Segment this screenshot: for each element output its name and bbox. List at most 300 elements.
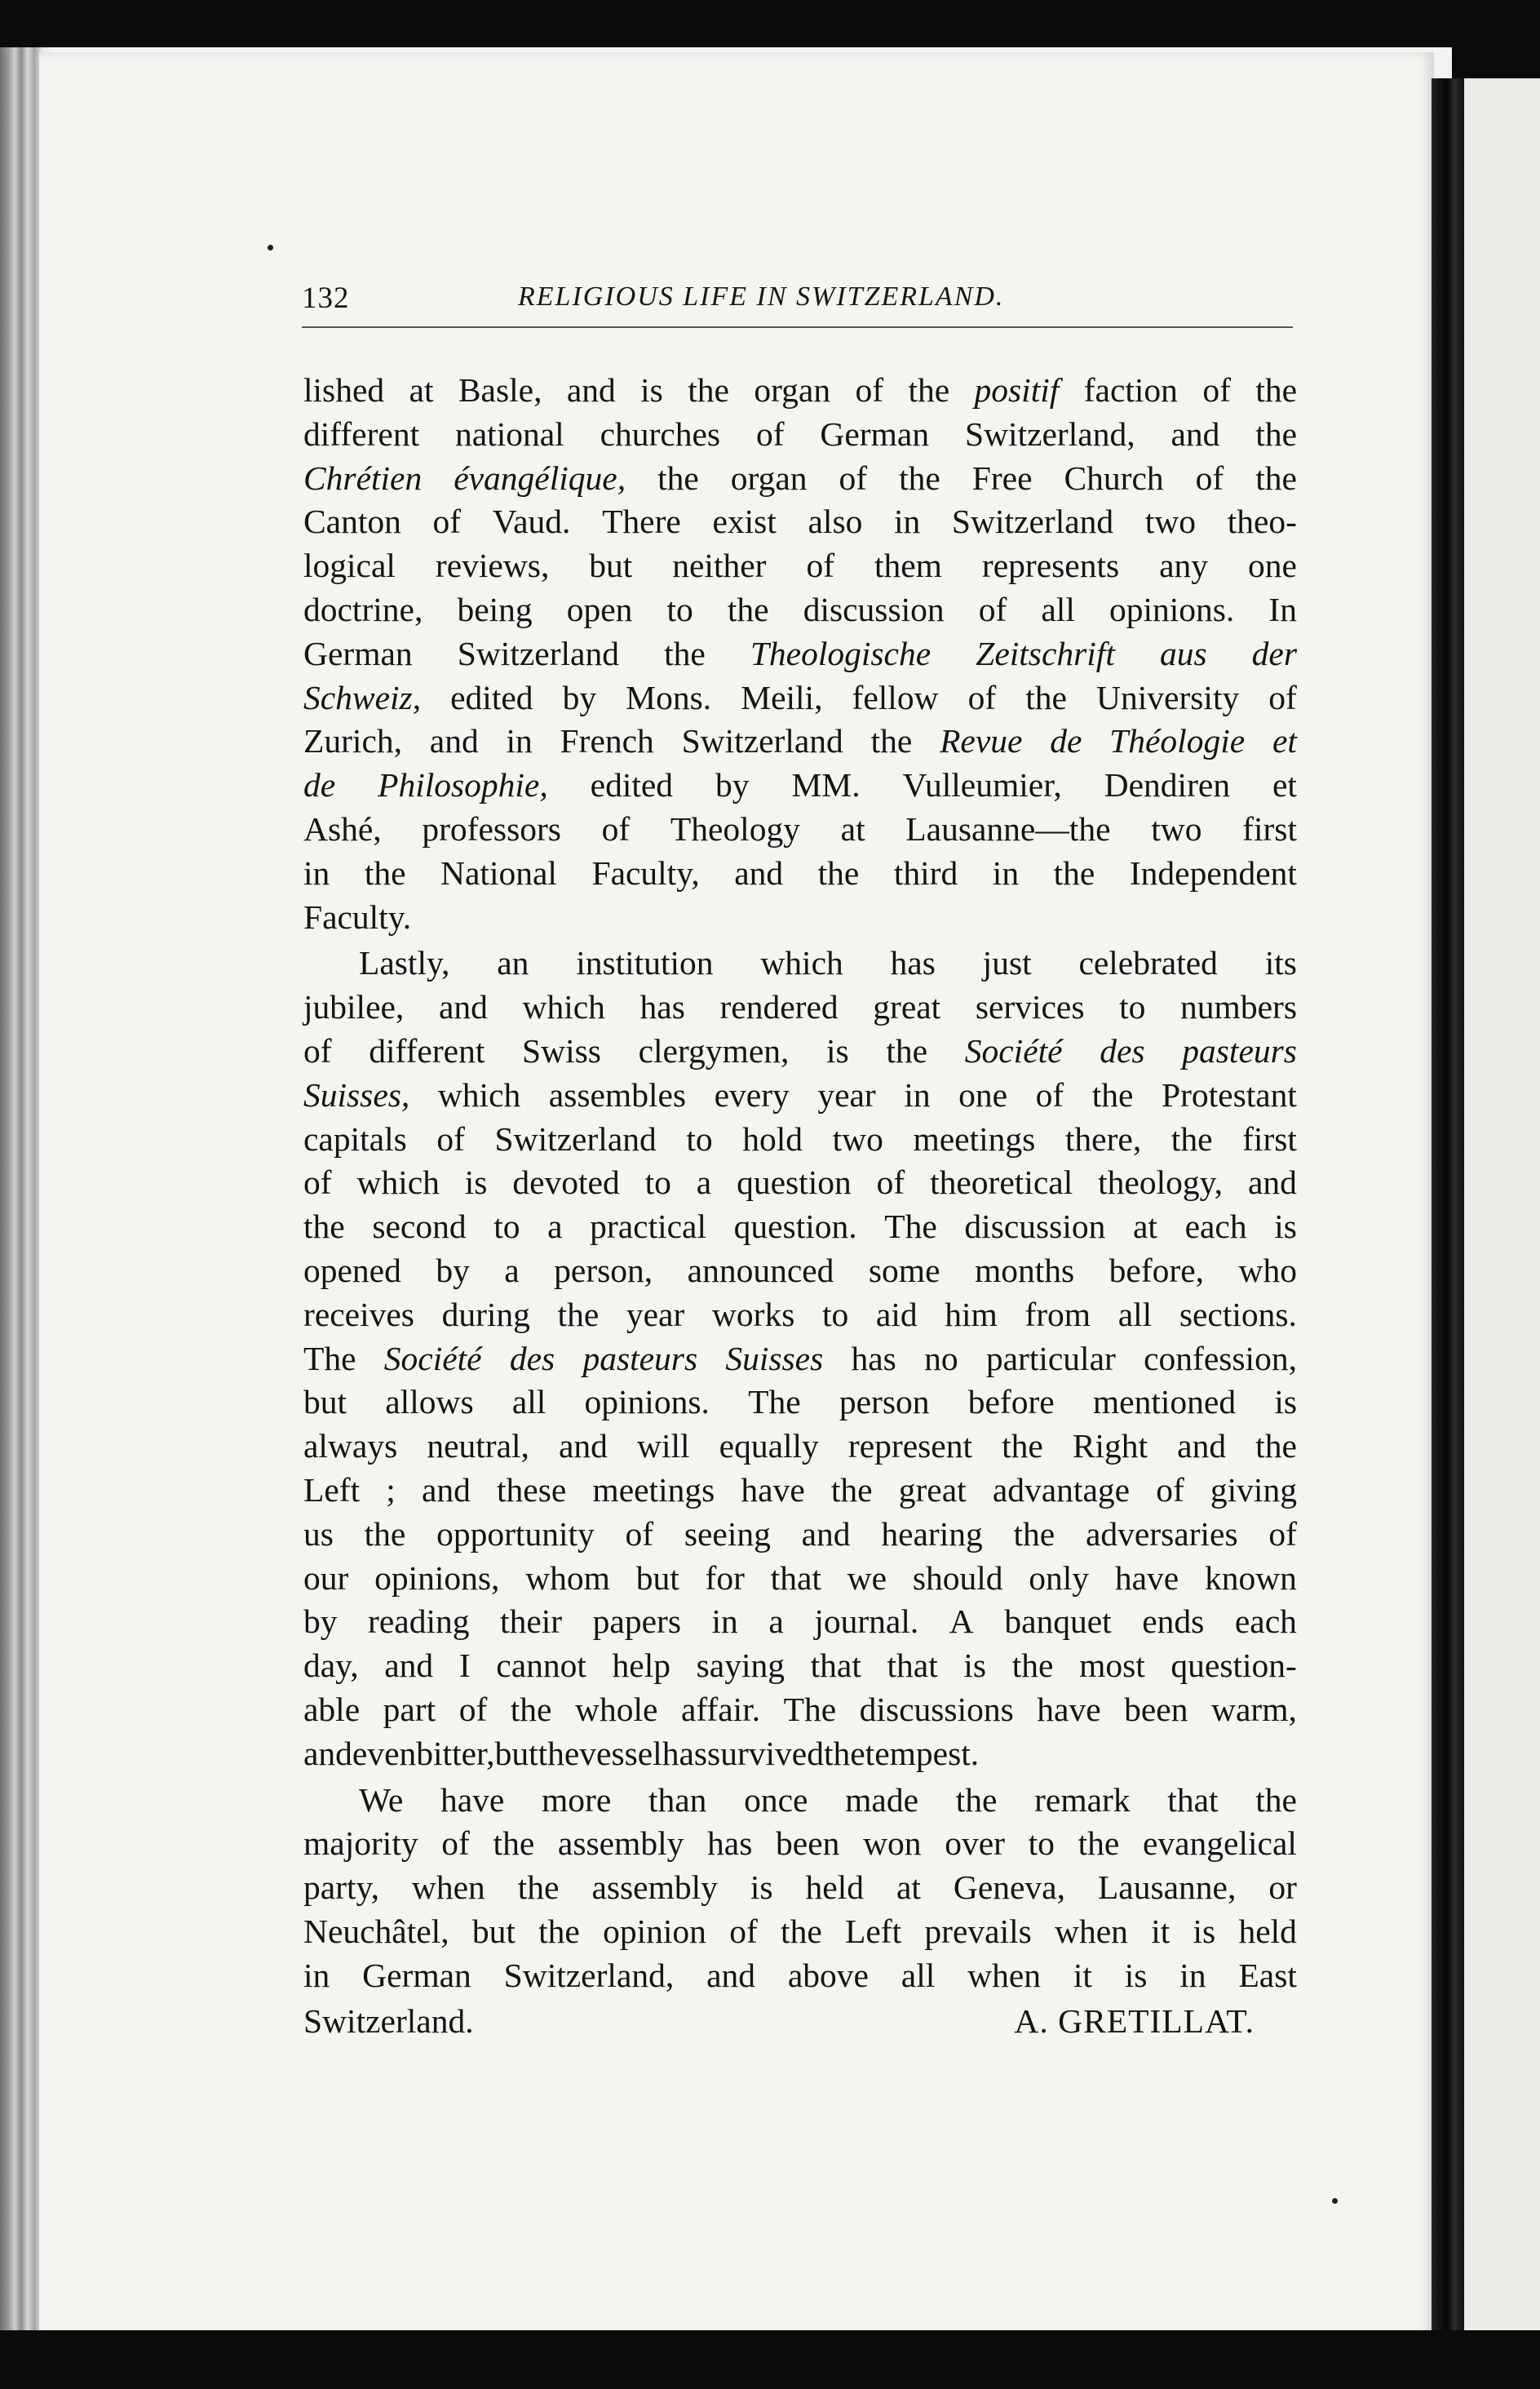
text-line (303, 1779, 1297, 1823)
word: faction (1083, 371, 1178, 409)
word: confession, (1144, 1339, 1297, 1377)
author-signature: A. GRETILLAT. (1014, 2002, 1255, 2041)
text-line (303, 544, 1297, 588)
word: each (1184, 1208, 1247, 1246)
word: jubilee, (303, 988, 405, 1026)
word: of (1268, 678, 1297, 716)
word: of (967, 678, 997, 716)
word: of (1156, 1470, 1184, 1509)
header-rule (302, 326, 1293, 328)
word: of (1202, 371, 1231, 409)
word: the (1170, 1119, 1213, 1158)
closing-line (303, 2000, 1297, 2044)
word: professors (422, 809, 561, 848)
italic-word: de (1050, 722, 1082, 760)
word: the (364, 1514, 406, 1553)
text-line (303, 1688, 1297, 1732)
text-line (303, 1161, 1297, 1205)
word: year (817, 1075, 876, 1114)
word: by (436, 1251, 470, 1289)
word: assembly (557, 1824, 684, 1863)
word: of (441, 1824, 470, 1863)
word: to (822, 1295, 849, 1333)
scan-bottom-border (0, 2330, 1540, 2389)
word: part (383, 1690, 436, 1728)
word: it (1151, 1912, 1170, 1950)
word: Switzerland (494, 1119, 657, 1158)
word: in (1179, 1956, 1206, 1994)
word: different (303, 414, 420, 453)
word: warm, (1211, 1690, 1297, 1728)
word: of (601, 809, 631, 848)
word: opportunity (436, 1514, 595, 1553)
word: Basle, (458, 371, 542, 409)
word: but (471, 1912, 516, 1950)
word: of (436, 1119, 465, 1158)
text-line (303, 1600, 1297, 1644)
word: have (1114, 1558, 1179, 1597)
word: National (440, 853, 557, 892)
word: the (1255, 1427, 1297, 1465)
word: Lausanne—the (905, 809, 1111, 848)
word: the (557, 1295, 600, 1333)
word: the (955, 1780, 998, 1819)
word: which (760, 944, 843, 982)
text-line (303, 457, 1297, 501)
word: but (303, 1383, 347, 1421)
word: question- (1170, 1647, 1297, 1685)
word: practical (590, 1208, 706, 1246)
word: won (863, 1824, 922, 1863)
word: edited (590, 766, 674, 804)
word: will (637, 1427, 690, 1465)
word: is (1193, 1912, 1216, 1950)
word: adversaries (1085, 1514, 1238, 1553)
page-speck (268, 245, 273, 250)
word: in (303, 1956, 330, 1994)
word: and (706, 1956, 756, 1994)
word: Zurich, (303, 722, 402, 760)
italic-word: Philosophie, (378, 766, 548, 804)
word: of (303, 1163, 332, 1202)
word: Vaud. (492, 503, 571, 541)
word: German (362, 1956, 471, 1994)
word: allows (385, 1383, 474, 1421)
word: third (893, 853, 958, 892)
word: the (781, 1912, 822, 1950)
word: its (1264, 944, 1297, 982)
word: a (696, 1163, 712, 1202)
word: numbers (1180, 988, 1297, 1026)
word: one (958, 1075, 1008, 1114)
word: first (1242, 809, 1297, 848)
word: Switzerland (457, 634, 619, 672)
word: Ashé, (303, 809, 382, 848)
word: of (876, 1163, 905, 1202)
word: person, (554, 1251, 653, 1289)
word: churches (600, 414, 721, 453)
italic-word: pasteurs (1182, 1031, 1297, 1070)
word: is (464, 1163, 488, 1202)
word: The (783, 1690, 837, 1728)
word: ends (1142, 1602, 1205, 1641)
word: the (364, 853, 406, 892)
text-line (303, 1866, 1297, 1910)
word: equally (719, 1427, 819, 1465)
word: saying (696, 1647, 785, 1685)
word: at (409, 371, 434, 409)
italic-word: der (1251, 634, 1297, 672)
word: organ (730, 459, 808, 497)
word: of (303, 1031, 332, 1070)
italic-word: Zeitschrift (976, 634, 1115, 672)
word: great (873, 988, 941, 1026)
word: of (978, 590, 1007, 628)
word: organ (754, 371, 831, 409)
word: have (741, 1470, 805, 1509)
word: MM. (791, 766, 861, 804)
word: months (974, 1251, 1075, 1289)
word: and (566, 371, 616, 409)
word: In (1268, 590, 1297, 628)
word: German (820, 414, 930, 453)
word: of (755, 414, 785, 453)
word: banquet (1004, 1602, 1112, 1641)
word: that (1167, 1780, 1219, 1819)
word: has (662, 1734, 708, 1772)
word: and (1247, 1163, 1297, 1202)
word: the (517, 1868, 560, 1907)
page-gutter-shadow (1432, 78, 1464, 2347)
word: evangelical (1142, 1824, 1297, 1863)
italic-word: Suisses (725, 1339, 824, 1377)
word: and (303, 1734, 352, 1772)
word: Left (845, 1912, 902, 1950)
word: discussions (859, 1690, 1014, 1728)
word: ; (386, 1470, 396, 1509)
word: known (1204, 1558, 1297, 1597)
word: whole (575, 1690, 658, 1728)
word: discussion (964, 1208, 1106, 1246)
word: cannot (496, 1647, 586, 1685)
word: been (1124, 1690, 1188, 1728)
word: We (359, 1780, 404, 1819)
text-line (303, 1469, 1297, 1513)
word: the (727, 590, 769, 628)
word: before, (1109, 1251, 1205, 1289)
text-line (303, 1732, 1297, 1776)
text-line (303, 1954, 1297, 1998)
word: assembly (591, 1868, 718, 1907)
word: in (711, 1602, 738, 1641)
word: is (640, 371, 663, 409)
word: for (705, 1558, 745, 1597)
word: most (1079, 1647, 1145, 1685)
word: to (644, 1163, 671, 1202)
word: the (830, 1470, 873, 1509)
word: even (352, 1734, 417, 1772)
word: Vulleumier, (902, 766, 1062, 804)
word: logical (303, 547, 396, 585)
word: celebrated (1078, 944, 1218, 982)
text-line (303, 1425, 1297, 1469)
word: rendered (719, 988, 839, 1026)
word: than (648, 1780, 707, 1819)
word: by (562, 678, 597, 716)
closing-text: Switzerland. (303, 2002, 474, 2041)
word: a (768, 1602, 784, 1641)
word: devoted (512, 1163, 620, 1202)
word: to (666, 590, 693, 628)
word: in (506, 722, 533, 760)
word: of (625, 1514, 654, 1553)
word: Free (971, 459, 1033, 497)
word: and (1170, 414, 1220, 453)
word: A (949, 1602, 974, 1641)
word: the (510, 1690, 552, 1728)
word: that (770, 1558, 821, 1597)
word: has (707, 1824, 753, 1863)
word: more (542, 1780, 612, 1819)
word: the (1011, 1647, 1054, 1685)
word: which (356, 1163, 440, 1202)
word: Mons. (626, 678, 712, 716)
text-line (303, 1910, 1297, 1954)
word: who (1238, 1251, 1297, 1289)
text-line (303, 852, 1297, 896)
word: great (898, 1470, 967, 1509)
text-line (303, 1030, 1297, 1074)
word: doctrine, (303, 590, 423, 628)
word: theo- (1227, 503, 1297, 541)
text-line (303, 986, 1297, 1030)
word: exist (712, 503, 777, 541)
word: opinion (603, 1912, 706, 1950)
text-line (303, 942, 1297, 986)
word: Switzerland (681, 722, 843, 760)
word: represent (847, 1427, 972, 1465)
word: in (992, 853, 1020, 892)
italic-word: Société (383, 1339, 482, 1377)
word: institution (576, 944, 714, 982)
word: us (303, 1514, 334, 1553)
word: and (429, 722, 479, 760)
word: one (1247, 547, 1297, 585)
word: and (438, 988, 488, 1026)
text-line (303, 1118, 1297, 1162)
word: but (494, 1734, 538, 1772)
word: particular (985, 1339, 1116, 1377)
word: the (1255, 371, 1297, 409)
word: we (847, 1558, 887, 1597)
word: Church (1064, 459, 1164, 497)
word: remark (1034, 1780, 1131, 1819)
italic-word: Revue (940, 722, 1023, 760)
italic-word: Société (964, 1031, 1063, 1070)
word: held (805, 1868, 864, 1907)
text-line (303, 588, 1297, 632)
italic-word: Schweiz, (303, 678, 422, 716)
word: is (750, 1868, 773, 1907)
text-line (303, 1513, 1297, 1557)
word: of (855, 371, 884, 409)
word: during (441, 1295, 530, 1333)
word: to (686, 1119, 713, 1158)
word: aid (875, 1295, 918, 1333)
word: opened (303, 1251, 401, 1289)
word: advantage (992, 1470, 1131, 1509)
word: able (303, 1690, 361, 1728)
text-line (303, 632, 1297, 676)
word: Right (1072, 1427, 1148, 1465)
page-number: 132 (302, 281, 350, 315)
word: question (737, 1163, 852, 1202)
word: mentioned (1092, 1383, 1237, 1421)
word: the (1255, 459, 1297, 497)
italic-word: Suisses, (303, 1075, 410, 1114)
word: two (832, 1119, 883, 1158)
italic-word: Chrétien (303, 459, 423, 497)
italic-word: et (1272, 722, 1297, 760)
word: the (303, 1208, 345, 1246)
word: opinions. (584, 1383, 710, 1421)
word: two (1144, 503, 1197, 541)
word: which (522, 988, 605, 1026)
word: national (455, 414, 564, 453)
word: Independent (1129, 853, 1297, 892)
word: works (711, 1295, 795, 1333)
word: the (823, 1734, 865, 1772)
word: by (715, 766, 750, 804)
word: Lastly, (359, 944, 450, 982)
word: when (967, 1956, 1042, 1994)
word: is (1274, 1383, 1297, 1421)
word: has (639, 988, 685, 1026)
word: the (688, 371, 729, 409)
word: tempest. (865, 1734, 980, 1772)
italic-word: positif (974, 371, 1060, 409)
word: the (538, 1912, 580, 1950)
word: being (457, 590, 533, 628)
word: meetings (913, 1119, 1036, 1158)
word: should (912, 1558, 1003, 1597)
word: two (1151, 809, 1202, 848)
word: these (497, 1470, 567, 1509)
word: the (1025, 678, 1067, 716)
word: survived (707, 1734, 824, 1772)
word: is (963, 1647, 987, 1685)
word: to (1119, 988, 1146, 1026)
word: day, (303, 1647, 359, 1685)
word: at (896, 1868, 921, 1907)
word: hold (742, 1119, 803, 1158)
word: opinions. (1109, 590, 1235, 628)
word: our (303, 1558, 349, 1597)
word: The (748, 1383, 801, 1421)
word: him (945, 1295, 998, 1333)
word: hearing (881, 1514, 983, 1553)
word: just (982, 944, 1032, 982)
text-line (303, 1074, 1297, 1118)
word: East (1238, 1956, 1297, 1994)
word: always (303, 1427, 398, 1465)
adjacent-page (1464, 78, 1540, 2334)
word: all (1117, 1295, 1153, 1333)
word: prevails (924, 1912, 1032, 1950)
text-line (303, 1822, 1297, 1866)
word: in (904, 1075, 931, 1114)
word: Switzerland, (964, 414, 1135, 453)
word: at (1132, 1208, 1157, 1246)
italic-word: aus (1159, 634, 1207, 672)
word: there, (1064, 1119, 1142, 1158)
text-line (303, 1381, 1297, 1425)
word: the (1002, 1427, 1043, 1465)
word: bitter, (416, 1734, 495, 1772)
italic-word: des (1100, 1031, 1145, 1070)
word: question. (733, 1208, 857, 1246)
word: theology, (1098, 1163, 1224, 1202)
word: reviews, (435, 547, 550, 585)
word: year (626, 1295, 685, 1333)
word: Left (303, 1470, 361, 1509)
word: only (1029, 1558, 1090, 1597)
word: of (432, 503, 462, 541)
word: Theology (670, 809, 800, 848)
word: assembles (548, 1075, 687, 1114)
word: been (776, 1824, 840, 1863)
text-line (303, 896, 1297, 940)
word: the (899, 459, 940, 497)
word: the (870, 722, 913, 760)
text-line (303, 1205, 1297, 1249)
article-text (303, 369, 1297, 2044)
word: clergymen, (638, 1031, 790, 1070)
word: of (839, 459, 868, 497)
word: capitals (303, 1119, 407, 1158)
word: all (1041, 590, 1075, 628)
word: Lausanne, (1097, 1868, 1237, 1907)
word: over (945, 1824, 1005, 1863)
word: and (1177, 1427, 1227, 1465)
word: Dendiren (1104, 766, 1231, 804)
word: but (589, 547, 633, 585)
text-line (303, 1249, 1297, 1293)
word: the (664, 634, 706, 672)
word: services (975, 988, 1085, 1026)
word: also (808, 503, 863, 541)
italic-word: pasteurs (582, 1339, 698, 1377)
word: French (560, 722, 654, 760)
page-header (302, 273, 1293, 330)
word: majority (303, 1824, 418, 1863)
text-line (303, 720, 1297, 764)
word: have (440, 1780, 505, 1819)
word: in (303, 853, 330, 892)
word: which (437, 1075, 521, 1114)
word: and (559, 1427, 608, 1465)
word: lished (303, 371, 385, 409)
word: Switzerland (951, 503, 1114, 541)
word: in (894, 503, 921, 541)
word: person (839, 1383, 930, 1421)
word: from (1024, 1295, 1091, 1333)
word: is (1124, 1956, 1148, 1994)
word: receives (303, 1295, 414, 1333)
word: first (1242, 1119, 1297, 1158)
word: Swiss (522, 1031, 601, 1070)
word: is (826, 1031, 849, 1070)
